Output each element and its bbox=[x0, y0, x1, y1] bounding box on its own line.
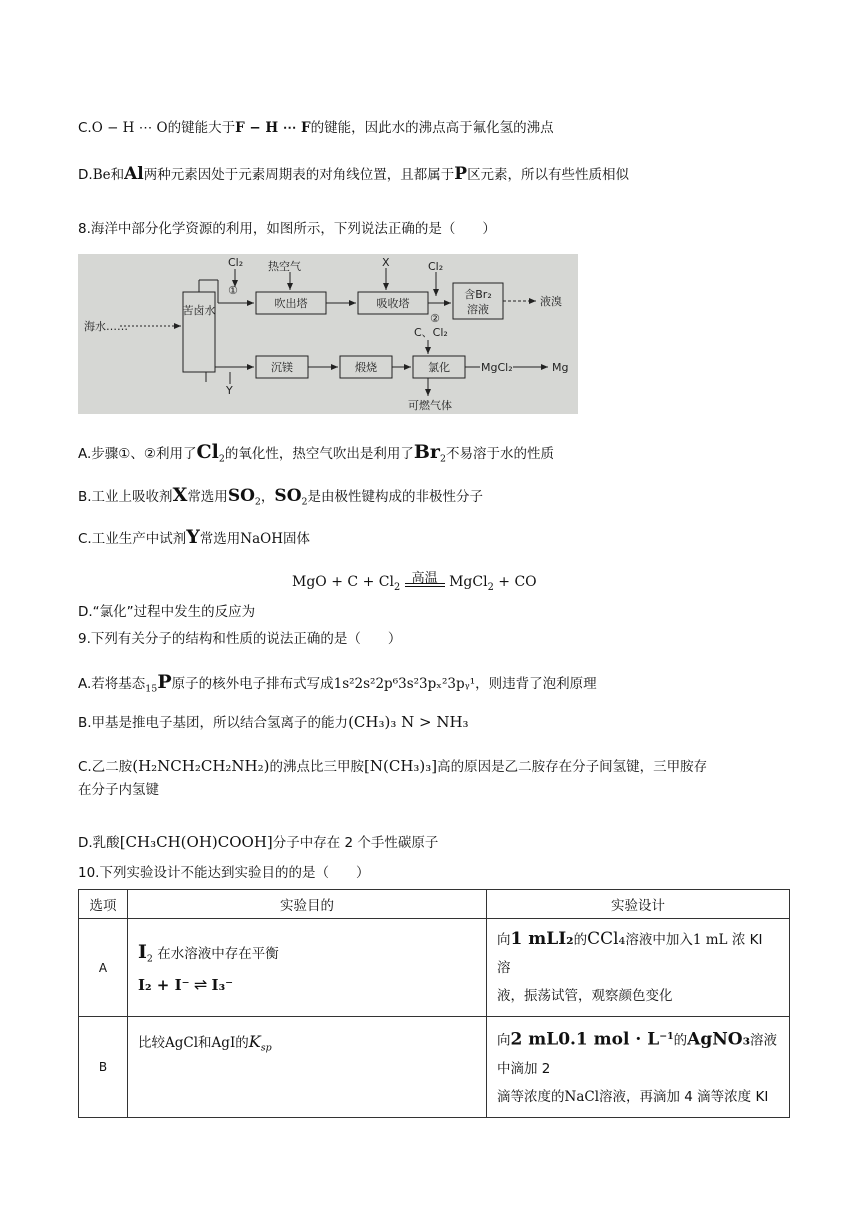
svg-text:吸收塔: 吸收塔 bbox=[376, 297, 410, 310]
svg-text:①: ① bbox=[228, 284, 238, 297]
svg-text:Mg: Mg bbox=[552, 361, 569, 374]
experiment-table bbox=[78, 889, 790, 1118]
option-d-q7: D.Be和Al两种元素因处于元素周期表的对角线位置，且都属于P区元素，所以有些性质相似 bbox=[78, 164, 630, 184]
svg-text:热空气: 热空气 bbox=[268, 260, 301, 273]
svg-text:②: ② bbox=[430, 312, 440, 325]
svg-text:吹出塔: 吹出塔 bbox=[274, 297, 308, 310]
svg-text:氯化: 氯化 bbox=[428, 361, 450, 374]
table-row: A $I_2$ 在水溶液中存在平衡 I₂ + I⁻ ⇌ I₃⁻ 向1 mLI₂的CCl₄溶液中加入1 mL 浓 KI 溶 液，振荡试管，观察颜色变化 bbox=[79, 919, 790, 1017]
svg-text:可燃气体: 可燃气体 bbox=[408, 399, 452, 412]
bond-f-h-f: F − H ⋯ F bbox=[235, 120, 311, 136]
option-a-q9: A.若将基态$_{15}$P原子的核外电子排布式写成1s²2s²2p⁶3s²3pₓ²3pᵧ¹，则违背了泡利原理 bbox=[78, 671, 597, 695]
svg-text:MgCl₂: MgCl₂ bbox=[481, 361, 513, 374]
label-seawater: 海水…… bbox=[84, 320, 128, 333]
svg-text:沉镁: 沉镁 bbox=[271, 361, 293, 374]
svg-text:溶液: 溶液 bbox=[467, 303, 489, 316]
reaction-arrow: 高温 bbox=[405, 577, 445, 587]
header-goal: 实验目的 bbox=[128, 890, 487, 919]
table-row: B 比较AgCl和AgI的$K_{sp}$ 向2 mL0.1 mol · $L^{-1}$的AgNO₃溶液中滴加 2 滴等浓度的NaCl溶液，再滴加 4 滴等浓度 KI bbox=[79, 1017, 790, 1118]
table-header-row bbox=[79, 890, 790, 919]
option-a-q8: A.步骤①、②利用了$Cl_2$的氧化性，热空气吹出是利用了$Br_2$不易溶于水的性质 bbox=[78, 441, 554, 465]
svg-text:液溴: 液溴 bbox=[540, 295, 562, 308]
question-10-stem: 10.下列实验设计不能达到实验目的的是（ ） bbox=[78, 865, 370, 881]
diagram-svg bbox=[78, 254, 578, 414]
svg-text:X: X bbox=[382, 256, 390, 269]
option-c-q9: C.乙二胺(H₂NCH₂CH₂NH₂)的沸点比三甲胺[N(CH₃)₃]高的原因是乙二胺存在分子间氢键，三甲胺存 bbox=[78, 757, 708, 775]
header-design: 实验设计 bbox=[487, 890, 790, 919]
question-8-stem: 8.海洋中部分化学资源的利用，如图所示，下列说法正确的是（ ） bbox=[78, 221, 496, 237]
question-9-stem: 9.下列有关分子的结构和性质的说法正确的是（ ） bbox=[78, 631, 402, 647]
svg-text:苦卤水: 苦卤水 bbox=[182, 304, 216, 317]
svg-text:含Br₂: 含Br₂ bbox=[464, 288, 492, 301]
option-d-q8: D.“氯化”过程中发生的反应为 bbox=[78, 604, 256, 620]
option-c-q7: C.O − H ⋯ O的键能大于F − H ⋯ F的键能，因此水的沸点高于氟化氢的沸点 bbox=[78, 120, 554, 136]
bond-o-h-o: O − H ⋯ O bbox=[91, 120, 168, 136]
svg-text:Y: Y bbox=[226, 384, 233, 397]
option-c-q9-cont: 在分子内氢键 bbox=[78, 782, 159, 798]
option-d-q9: D.乳酸[CH₃CH(OH)COOH]分子中存在 2 个手性碳原子 bbox=[78, 833, 439, 851]
svg-text:Cl₂: Cl₂ bbox=[228, 256, 244, 269]
chlorination-equation: MgO + $C + Cl_2$ 高温 MgCl$_2$ + CO bbox=[292, 571, 537, 593]
header-option: 选项 bbox=[79, 890, 128, 919]
svg-text:煅烧: 煅烧 bbox=[355, 361, 377, 374]
svg-text:Cl₂: Cl₂ bbox=[428, 260, 444, 273]
svg-text:C、Cl₂: C、Cl₂ bbox=[414, 326, 448, 339]
option-b-q9: B.甲基是推电子基团，所以结合氢离子的能力(CH₃)₃ N > NH₃ bbox=[78, 713, 469, 731]
seawater-process-diagram bbox=[78, 254, 578, 414]
option-b-q8: B.工业上吸收剂X常选用$SO_2$，$SO_2$是由极性键构成的非极性分子 bbox=[78, 484, 484, 508]
option-c-q8: C.工业生产中试剂Y常选用NaOH固体 bbox=[78, 526, 310, 548]
